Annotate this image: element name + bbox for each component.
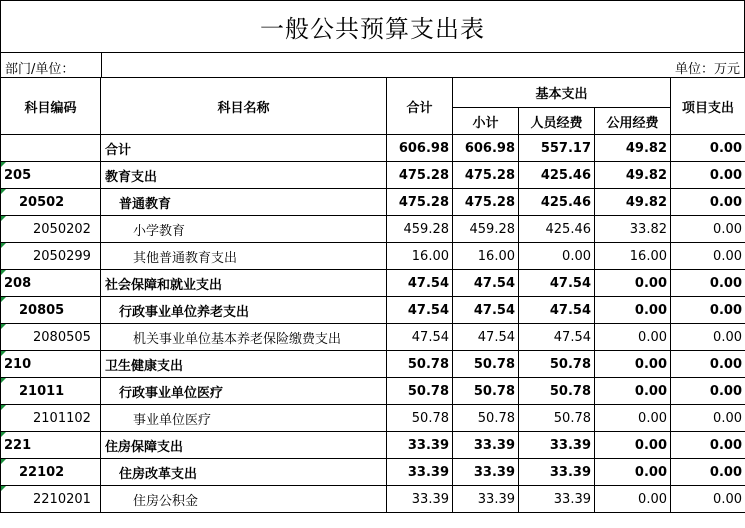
cell-public: 0.00 xyxy=(595,270,671,297)
cell-total: 33.39 xyxy=(387,432,453,459)
table-title: 一般公共预算支出表 xyxy=(0,0,745,52)
table-row xyxy=(1,243,745,270)
cell-subtotal: 33.39 xyxy=(453,486,519,513)
cell-code: 2080505 xyxy=(1,324,101,351)
cell-public: 33.82 xyxy=(595,216,671,243)
cell-name: 住房公积金 xyxy=(101,486,387,513)
cell-project: 0.00 xyxy=(671,243,745,270)
cell-name: 小学教育 xyxy=(101,216,387,243)
table-row xyxy=(1,351,745,378)
cell-name: 事业单位医疗 xyxy=(101,405,387,432)
cell-name: 其他普通教育支出 xyxy=(101,243,387,270)
table-row xyxy=(1,378,745,405)
cell-code: 2101102 xyxy=(1,405,101,432)
cell-total: 33.39 xyxy=(387,486,453,513)
table-row xyxy=(1,297,745,324)
cell-personnel: 425.46 xyxy=(519,162,595,189)
meta-row xyxy=(0,52,745,78)
cell-personnel: 557.17 xyxy=(519,135,595,162)
cell-total: 47.54 xyxy=(387,270,453,297)
table-row xyxy=(1,162,745,189)
cell-total: 50.78 xyxy=(387,378,453,405)
cell-personnel: 50.78 xyxy=(519,405,595,432)
table-row xyxy=(1,270,745,297)
cell-subtotal: 33.39 xyxy=(453,432,519,459)
cell-code: 210 xyxy=(1,351,101,378)
cell-code: 2050299 xyxy=(1,243,101,270)
cell-subtotal: 16.00 xyxy=(453,243,519,270)
cell-name: 行政事业单位医疗 xyxy=(101,378,387,405)
cell-name: 行政事业单位养老支出 xyxy=(101,297,387,324)
cell-subtotal: 50.78 xyxy=(453,378,519,405)
cell-code: 2050202 xyxy=(1,216,101,243)
header-basic: 基本支出 xyxy=(453,78,671,108)
cell-project: 0.00 xyxy=(671,162,745,189)
cell-name: 合计 xyxy=(101,135,387,162)
cell-public: 0.00 xyxy=(595,378,671,405)
cell-project: 0.00 xyxy=(671,459,745,486)
cell-total: 459.28 xyxy=(387,216,453,243)
cell-project: 0.00 xyxy=(671,297,745,324)
cell-total: 475.28 xyxy=(387,189,453,216)
cell-public: 0.00 xyxy=(595,405,671,432)
cell-personnel: 0.00 xyxy=(519,243,595,270)
cell-name: 机关事业单位基本养老保险缴费支出 xyxy=(101,324,387,351)
cell-name: 住房保障支出 xyxy=(101,432,387,459)
cell-code: 22102 xyxy=(1,459,101,486)
cell-personnel: 47.54 xyxy=(519,297,595,324)
cell-public: 0.00 xyxy=(595,324,671,351)
header-project: 项目支出 xyxy=(671,78,745,135)
cell-subtotal: 33.39 xyxy=(453,459,519,486)
cell-personnel: 33.39 xyxy=(519,486,595,513)
header-total: 合计 xyxy=(387,78,453,135)
cell-code: 221 xyxy=(1,432,101,459)
cell-subtotal: 50.78 xyxy=(453,405,519,432)
cell-code: 20805 xyxy=(1,297,101,324)
header-name: 科目名称 xyxy=(101,78,387,135)
cell-public: 16.00 xyxy=(595,243,671,270)
cell-project: 0.00 xyxy=(671,432,745,459)
table-row xyxy=(1,216,745,243)
cell-public: 49.82 xyxy=(595,162,671,189)
cell-personnel: 47.54 xyxy=(519,270,595,297)
cell-subtotal: 475.28 xyxy=(453,162,519,189)
cell-public: 49.82 xyxy=(595,189,671,216)
cell-name: 普通教育 xyxy=(101,189,387,216)
cell-personnel: 33.39 xyxy=(519,432,595,459)
expenditure-table xyxy=(0,77,745,513)
cell-project: 0.00 xyxy=(671,378,745,405)
table-row xyxy=(1,324,745,351)
header-code: 科目编码 xyxy=(1,78,101,135)
table-row xyxy=(1,486,745,513)
department-label: 部门/单位： xyxy=(5,62,75,77)
table-row xyxy=(1,432,745,459)
cell-total: 33.39 xyxy=(387,459,453,486)
cell-total: 16.00 xyxy=(387,243,453,270)
header-public: 公用经费 xyxy=(595,108,671,135)
cell-code: 21011 xyxy=(1,378,101,405)
unit-label: 单位：万元 xyxy=(674,62,740,77)
header-subtotal: 小计 xyxy=(453,108,519,135)
cell-code xyxy=(1,135,101,162)
header-personnel: 人员经费 xyxy=(519,108,595,135)
cell-subtotal: 47.54 xyxy=(453,324,519,351)
table-row xyxy=(1,135,745,162)
cell-total: 475.28 xyxy=(387,162,453,189)
cell-personnel: 47.54 xyxy=(519,324,595,351)
cell-subtotal: 606.98 xyxy=(453,135,519,162)
table-row xyxy=(1,405,745,432)
cell-public: 0.00 xyxy=(595,432,671,459)
cell-total: 47.54 xyxy=(387,297,453,324)
cell-personnel: 425.46 xyxy=(519,216,595,243)
cell-subtotal: 47.54 xyxy=(453,270,519,297)
cell-personnel: 50.78 xyxy=(519,351,595,378)
cell-name: 住房改革支出 xyxy=(101,459,387,486)
cell-public: 0.00 xyxy=(595,297,671,324)
cell-total: 606.98 xyxy=(387,135,453,162)
cell-code: 2210201 xyxy=(1,486,101,513)
cell-total: 47.54 xyxy=(387,324,453,351)
cell-name: 教育支出 xyxy=(101,162,387,189)
meta-divider xyxy=(101,53,102,77)
cell-subtotal: 459.28 xyxy=(453,216,519,243)
cell-project: 0.00 xyxy=(671,486,745,513)
cell-public: 0.00 xyxy=(595,351,671,378)
cell-code: 20502 xyxy=(1,189,101,216)
cell-name: 卫生健康支出 xyxy=(101,351,387,378)
cell-total: 50.78 xyxy=(387,405,453,432)
cell-project: 0.00 xyxy=(671,405,745,432)
cell-subtotal: 50.78 xyxy=(453,351,519,378)
cell-project: 0.00 xyxy=(671,351,745,378)
cell-public: 49.82 xyxy=(595,135,671,162)
cell-project: 0.00 xyxy=(671,189,745,216)
cell-project: 0.00 xyxy=(671,270,745,297)
cell-public: 0.00 xyxy=(595,486,671,513)
cell-public: 0.00 xyxy=(595,459,671,486)
cell-total: 50.78 xyxy=(387,351,453,378)
cell-personnel: 50.78 xyxy=(519,378,595,405)
cell-personnel: 33.39 xyxy=(519,459,595,486)
table-row xyxy=(1,189,745,216)
cell-project: 0.00 xyxy=(671,216,745,243)
cell-project: 0.00 xyxy=(671,135,745,162)
cell-personnel: 425.46 xyxy=(519,189,595,216)
cell-subtotal: 475.28 xyxy=(453,189,519,216)
cell-code: 208 xyxy=(1,270,101,297)
table-row xyxy=(1,459,745,486)
cell-subtotal: 47.54 xyxy=(453,297,519,324)
cell-project: 0.00 xyxy=(671,324,745,351)
cell-code: 205 xyxy=(1,162,101,189)
cell-name: 社会保障和就业支出 xyxy=(101,270,387,297)
table-body xyxy=(1,135,745,513)
